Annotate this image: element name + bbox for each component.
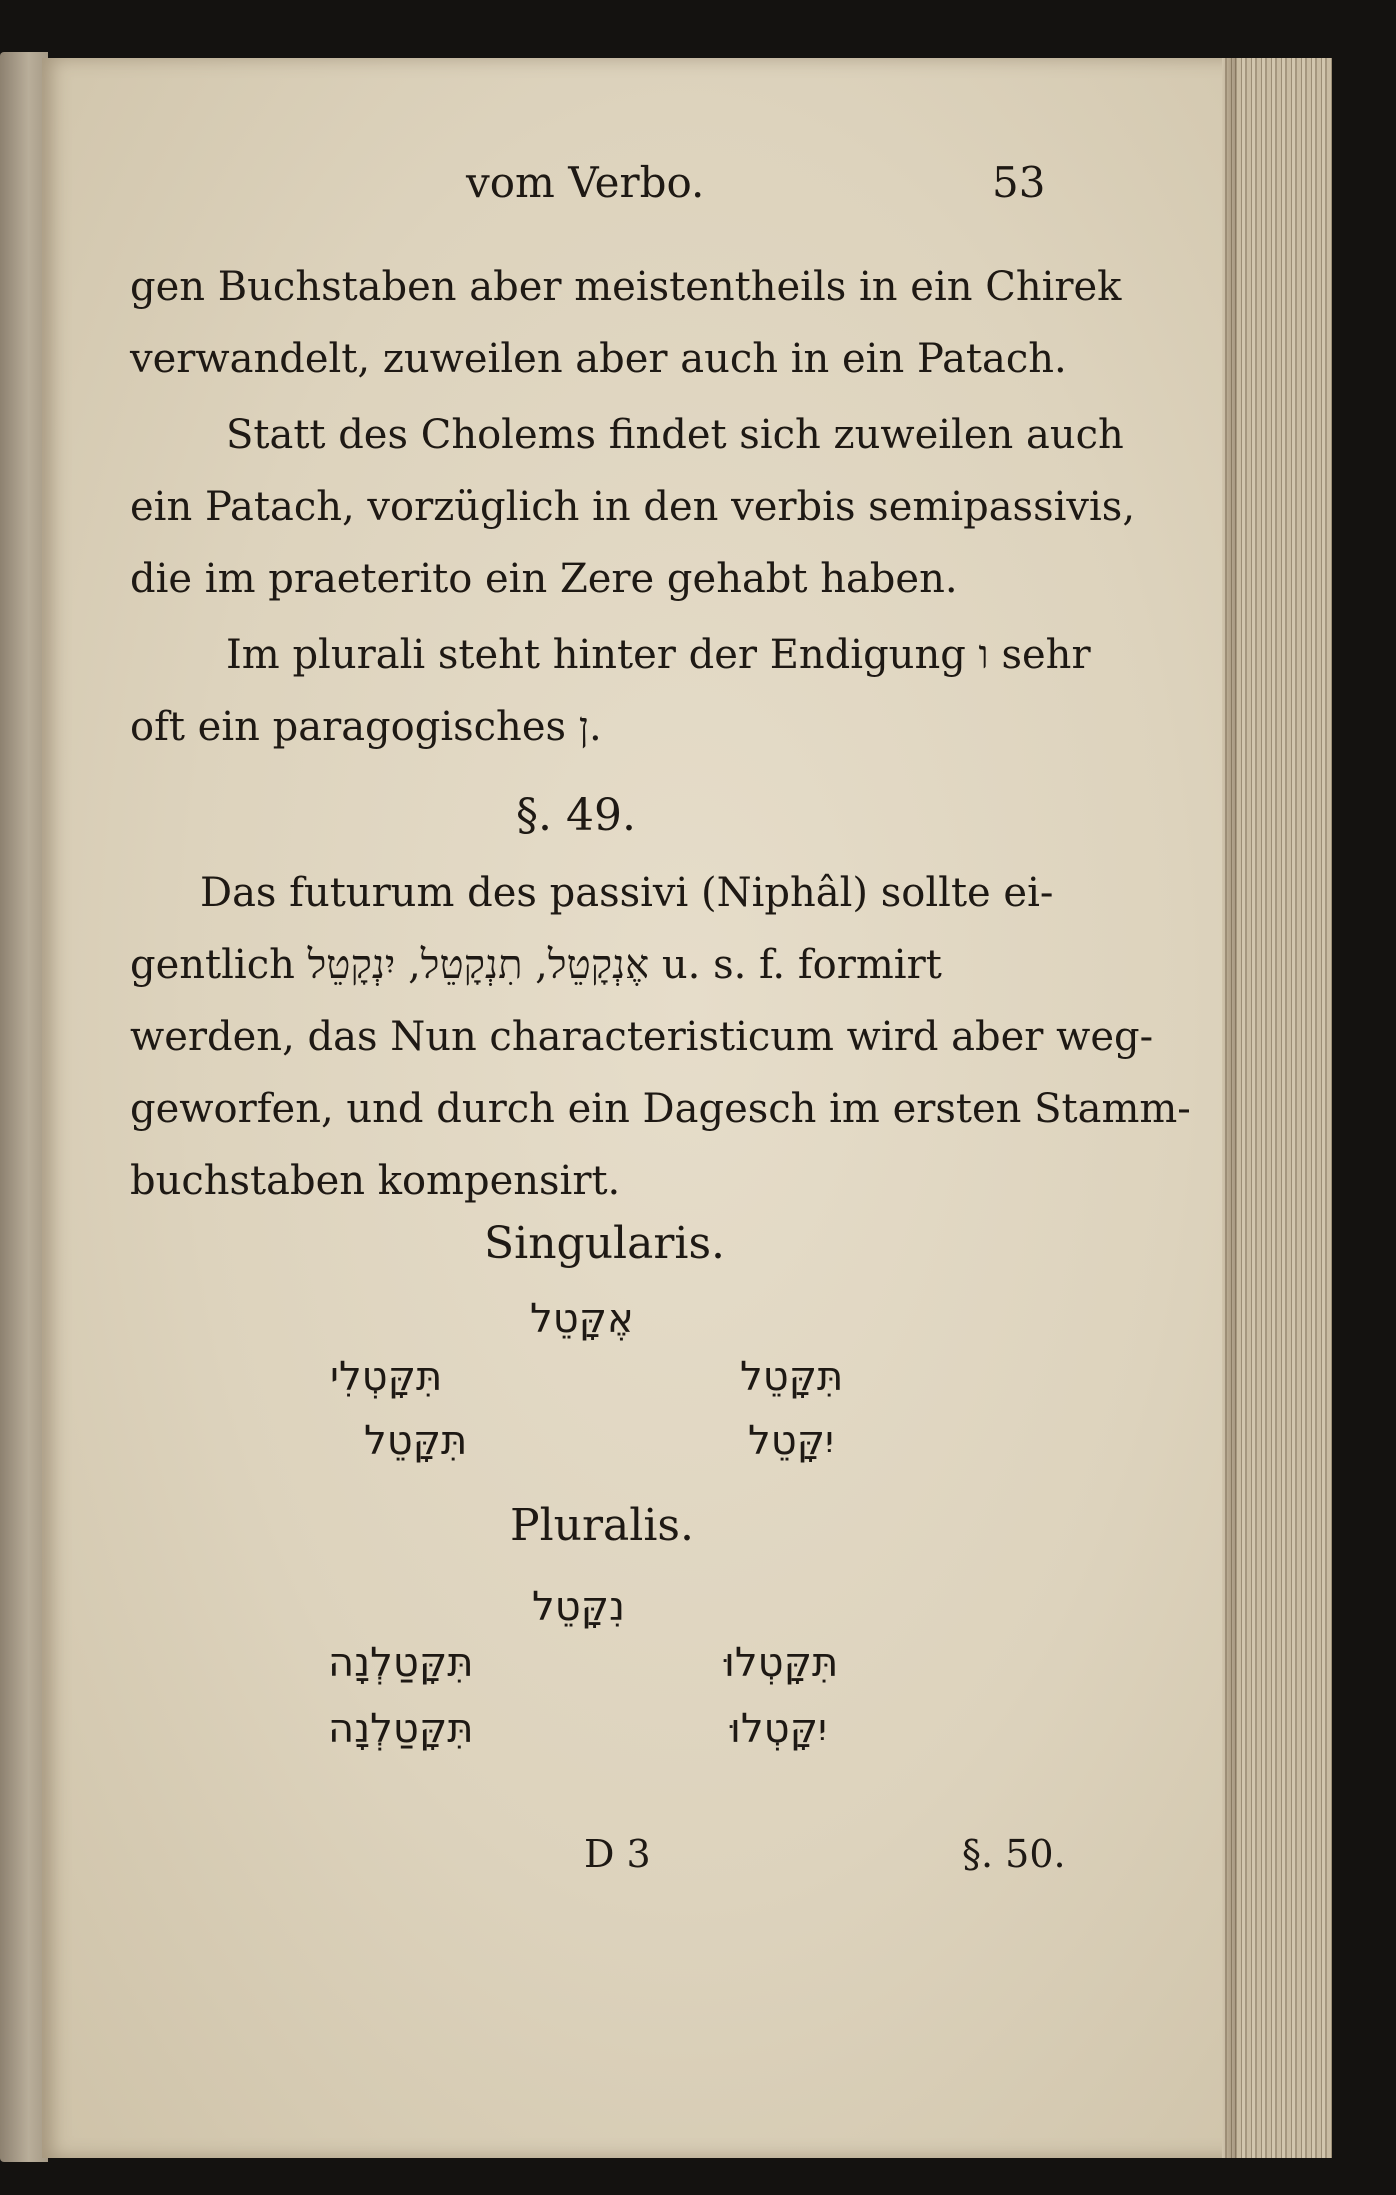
running-title: vom Verbo.	[466, 158, 705, 207]
hebrew-form: נִקָּטֵל	[532, 1584, 626, 1630]
singular-heading: Singularis.	[484, 1218, 726, 1269]
hebrew-form: תִּקָּטַלְנָה	[328, 1706, 474, 1752]
text-line: werden, das Nun characteristicum wird aber weg-	[130, 1014, 1154, 1060]
hebrew-form: יִקָּטְלוּ	[730, 1706, 827, 1752]
signature-mark: D 3	[584, 1832, 651, 1876]
section-number: §. 49.	[516, 790, 636, 841]
left-page-edge	[0, 52, 48, 2162]
text-line: Im plurali steht hinter der Endigung ו sehr	[226, 632, 1091, 678]
hebrew-form: תִּקָּטַלְנָה	[328, 1640, 474, 1686]
hebrew-form: תִּקָּטְלוּ	[724, 1640, 839, 1686]
page-edges	[1222, 58, 1332, 2158]
hebrew-form: אֶקָּטֵל	[530, 1296, 634, 1342]
text-line: buchstaben kompensirt.	[130, 1158, 621, 1204]
text-line: Statt des Cholems findet sich zuweilen auch	[226, 412, 1124, 458]
hebrew-form: יִקָּטֵל	[748, 1418, 834, 1464]
hebrew-form: תִּקָּטֵל	[364, 1418, 468, 1464]
page-number: 53	[992, 158, 1046, 207]
catchword: §. 50.	[962, 1832, 1066, 1876]
hebrew-form: תִּקָּטְלִי	[330, 1354, 443, 1400]
text-line: gen Buchstaben aber meistentheils in ein Chirek	[130, 264, 1122, 310]
text-line: geworfen, und durch ein Dagesch im ersten Stamm-	[130, 1086, 1191, 1132]
text-line: oft ein paragogisches ן.	[130, 704, 602, 750]
gutter-shadow	[1222, 58, 1236, 2158]
text-line: ein Patach, vorzüglich in den verbis semipassivis,	[130, 484, 1136, 530]
plural-heading: Pluralis.	[510, 1500, 694, 1551]
text-line: gentlich אֶנְקָטֵל, תִנְקָטֵל, יִנְקָטֵל u. s. f. formirt	[130, 942, 942, 988]
text-line: verwandelt, zuweilen aber auch in ein Patach.	[130, 336, 1067, 382]
text-line: die im praeterito ein Zere gehabt haben.	[130, 556, 958, 602]
hebrew-form: תִּקָּטֵל	[740, 1354, 844, 1400]
text-line: Das futurum des passivi (Niphâl) sollte ei-	[200, 870, 1054, 916]
